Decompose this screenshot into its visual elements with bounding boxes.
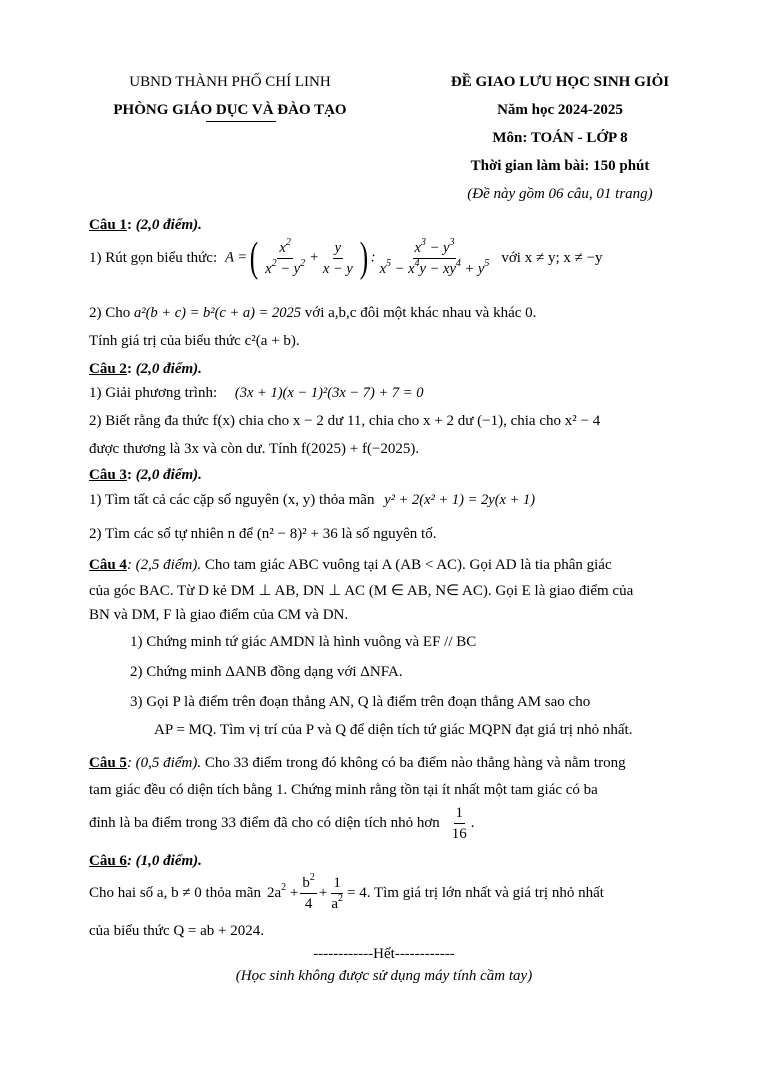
q2-part2-line2: được thương là 3x và còn dư. Tính f(2025) + f(−2025). [89, 441, 420, 457]
q1-points: (2,0 điểm). [131, 217, 202, 233]
q4-sub2: 2) Chứng minh ΔANB đồng dạng với ΔNFA. [130, 664, 403, 680]
q5-line2: tam giác đều có diện tích bằng 1. Chứng minh rằng tồn tại ít nhất một tam giác có ba [89, 782, 598, 798]
issuer-underline [206, 121, 276, 122]
q1-part1-text: 1) Rút gọn biểu thức: [89, 250, 218, 266]
q6-title: Câu 6 [89, 853, 127, 869]
q2-title: Câu 2 [89, 361, 127, 377]
q1-condition: với x ≠ y; x ≠ −y [501, 250, 603, 266]
q3-part1-text: 1) Tìm tất cả các cặp số nguyên (x, y) thỏa mãn [89, 492, 375, 508]
q6-line2: của biểu thức Q = ab + 2024. [89, 923, 265, 939]
q3-part1-expr: y² + 2(x² + 1) = 2y(x + 1) [384, 492, 536, 508]
q1-part1 [89, 235, 603, 281]
q6-line1-tail: . Tìm giá trị lớn nhất và giá trị nhỏ nhất [366, 885, 604, 901]
q1-part2-cond: với a,b,c đôi một khác nhau và khác 0. [304, 305, 537, 321]
q1-part2-expr: a²(b + c) = b²(c + a) = 2025 [134, 305, 302, 321]
q1-heading: Câu 1: (2,0 điểm). [89, 217, 202, 233]
q1-part2-line1 [89, 304, 536, 322]
time-limit: Thời gian làm bài: 150 phút [470, 158, 650, 174]
issuer-line2: PHÒNG GIÁO DỤC VÀ ĐÀO TẠO [113, 102, 347, 118]
q4-line1 [89, 556, 612, 574]
subject: Môn: TOÁN - LỚP 8 [492, 130, 628, 146]
q4-sub1: 1) Chứng minh tứ giác AMDN là hình vuông và EF // BC [130, 634, 477, 650]
q3-part1 [89, 491, 535, 509]
q6-points: : (1,0 điểm). [126, 853, 202, 869]
q3-points: (2,0 điểm). [131, 467, 202, 483]
q4-line2: của góc BAC. Từ D kẻ DM ⊥ AB, DN ⊥ AC (M ∈ AB, N∈ AC). Gọi E là giao điểm của [89, 583, 634, 599]
q4-sub3-line1: 3) Gọi P là điểm trên đoạn thẳng AN, Q là điểm trên đoạn thẳng AM sao cho [130, 694, 591, 710]
q4-sub3-line2: AP = MQ. Tìm vị trí của P và Q để diện tích tứ giác MQPN đạt giá trị nhỏ nhất. [154, 722, 633, 738]
q4-title: Câu 4 [89, 557, 127, 573]
end-marker: ------------Hết------------ [313, 946, 455, 962]
q1-expression: A =( $\frac{x^2}{x^2 - y^2}$ + $\frac{y}{x - y}$ ) : $\frac{x^3 - y^3}{x^5 - x^4y - xy^4 + y^5}$ [225, 235, 490, 281]
q5-line3-text: đỉnh là ba điểm trong 33 điểm đã cho có diện tích nhỏ hơn [89, 815, 440, 831]
q1-part2-lead: 2) Cho [89, 305, 131, 321]
q5-line1 [89, 754, 626, 772]
q6-expression: $2a^2$ + $\frac{b^2}{4}$ + $\frac{1}{a^2}$ = 4 [266, 871, 367, 912]
issuer-line1: UBND THÀNH PHỐ CHÍ LINH [129, 74, 331, 90]
calculator-note: (Học sinh không được sử dụng máy tính cầm tay) [235, 968, 533, 984]
q6-heading [89, 852, 202, 870]
q5-title: Câu 5 [89, 755, 127, 771]
q5-frac-den: 16 [451, 825, 467, 842]
q4-line3: BN và DM, F là giao điểm của CM và DN. [89, 607, 349, 623]
q5-line3: đỉnh là ba điểm trong 33 điểm đã cho có diện tích nhỏ hơn $\frac{1}{16}$ . [89, 804, 475, 842]
q5-frac-num: 1 [454, 803, 466, 824]
q4-intro: Cho tam giác ABC vuông tại A (AB < AC). Gọi AD là tia phân giác [201, 557, 612, 573]
q2-heading: Câu 2: (2,0 điểm). [89, 361, 202, 377]
q1-part2-line2: Tính giá trị của biểu thức c²(a + b). [89, 333, 300, 349]
q6-line1-text: Cho hai số a, b ≠ 0 thỏa mãn [89, 885, 261, 901]
exam-title: ĐỀ GIAO LƯU HỌC SINH GIỎI [450, 74, 670, 90]
q2-part1-text: 1) Giải phương trình: [89, 385, 218, 401]
q2-points: (2,0 điểm). [131, 361, 202, 377]
q6-line1 [89, 870, 604, 916]
q2-part2-line1: 2) Biết rằng đa thức f(x) chia cho x − 2 dư 11, chia cho x + 2 dư (−1), chia cho x² − 4 [89, 413, 601, 429]
q5-points: : (0,5 điểm). [126, 755, 202, 771]
q5-fraction [450, 803, 469, 844]
q5-intro: Cho 33 điểm trong đó không có ba điểm nào thẳng hàng và nằm trong [201, 755, 626, 771]
q4-points: : (2,5 điểm). [126, 557, 202, 573]
q3-title: Câu 3 [89, 467, 127, 483]
q2-part1 [89, 384, 423, 402]
q2-part1-expr: (3x + 1)(x − 1)²(3x − 7) + 7 = 0 [234, 385, 424, 401]
q3-part2: 2) Tìm các số tự nhiên n để (n² − 8)² + 36 là số nguyên tố. [89, 526, 437, 542]
q3-heading: Câu 3: (2,0 điểm). [89, 467, 202, 483]
school-year: Năm học 2024-2025 [497, 102, 623, 118]
q1-title: Câu 1 [89, 217, 127, 233]
page-note: (Đề này gồm 06 câu, 01 trang) [467, 186, 653, 202]
